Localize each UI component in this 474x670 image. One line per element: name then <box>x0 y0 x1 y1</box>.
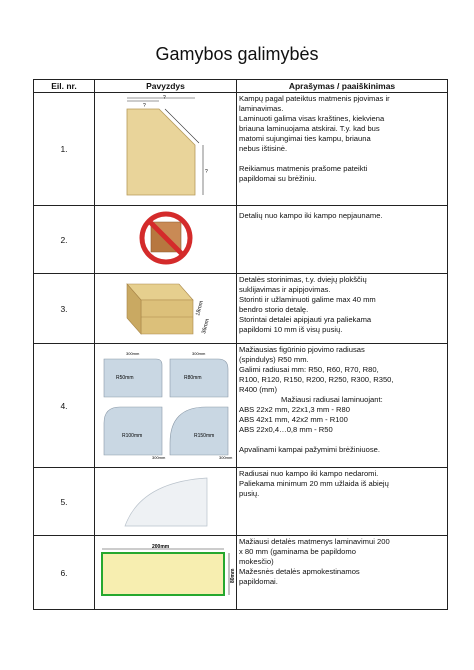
row-description <box>237 468 448 536</box>
table-row <box>34 93 448 206</box>
description-line: Apvalinami kampai pažymimi brėžiniuose. <box>239 445 380 454</box>
radius-illustration <box>96 347 236 465</box>
blank-line <box>239 154 445 164</box>
example-minimum-size <box>95 536 237 610</box>
header-example: Pavyzdys <box>95 80 237 93</box>
thickness-label: 36mm <box>200 317 211 335</box>
wood-board-shape <box>127 109 195 195</box>
radius-label: R50mm <box>115 374 134 381</box>
arc-shape <box>125 478 207 526</box>
radius-panel-r50 <box>104 351 162 397</box>
row-number: 3. <box>34 274 95 344</box>
row-description <box>237 274 448 344</box>
header-number: Eil. nr. <box>34 80 95 93</box>
description-line: Radiusai nuo kampo iki kampo nedaromi. <box>239 469 379 478</box>
description-line: Detalės storinimas, t.y. dviejų plokščių <box>239 275 367 284</box>
table-row <box>34 536 448 610</box>
row-number: 6. <box>34 536 95 610</box>
header-description: Aprašymas / paaiškinimas <box>237 80 448 93</box>
radius-panel-r100 <box>104 407 166 460</box>
row-number: 1. <box>34 93 95 206</box>
row-number: 5. <box>34 468 95 536</box>
forbidden-illustration <box>131 210 201 270</box>
description-line: Mažiausi detalės matmenys laminavimui 200 <box>239 537 390 546</box>
description-line: Storinti ir užlaminuoti galime max 40 mm <box>239 295 376 304</box>
thickness-label: 18mm <box>194 299 205 317</box>
description-line: Mažiausias figūrinio pjovimo radiusas <box>239 345 365 354</box>
dimension-label: 300mm <box>218 454 232 460</box>
dimension-label: 300mm <box>151 454 165 460</box>
description-line: R400 (mm) <box>239 385 277 394</box>
radius-label: R150mm <box>193 432 214 439</box>
table-header-row <box>34 80 448 93</box>
description-line: Detalių nuo kampo iki kampo nepjauname. <box>239 211 383 220</box>
dimension-label: 300mm <box>125 350 139 356</box>
blank-line <box>239 435 445 445</box>
description-line: ABS 22x2 mm, 22x1,3 mm - R80 <box>239 405 350 414</box>
example-radius-cutting <box>95 344 237 468</box>
description-line: Mažiausi radiusai laminuojant: <box>281 395 383 404</box>
row-number: 4. <box>34 344 95 468</box>
description-line: papildomai. <box>239 577 278 586</box>
description-line: ABS 42x1 mm, 42x2 mm - R100 <box>239 415 348 424</box>
description-line: suklijavimas ir apipjovimas. <box>239 285 331 294</box>
description-line: x 80 mm (gaminama be papildomo <box>239 547 356 556</box>
height-label: 80mm <box>229 568 236 583</box>
quarter-arc-illustration <box>111 472 221 532</box>
dimension-label: 300mm <box>191 350 205 356</box>
description-line: Mažesnės detalės apmokestinamos <box>239 567 360 576</box>
row-description <box>237 206 448 274</box>
row-description <box>237 93 448 206</box>
dimension-label: ? <box>142 103 146 109</box>
detail-rectangle <box>102 553 224 595</box>
description-line: pusių. <box>239 489 260 498</box>
description-line: R100, R120, R150, R200, R250, R300, R350, <box>239 375 394 384</box>
example-thickening <box>95 274 237 344</box>
table-row <box>34 468 448 536</box>
table-row <box>34 274 448 344</box>
example-no-corner-radius <box>95 468 237 536</box>
description-line: matomi sujungimai ties kampu, briauna <box>239 134 371 143</box>
row-description <box>237 344 448 468</box>
description-line: briauna laminuojama atskirai. T.y. kad bus <box>239 124 380 133</box>
radius-panel-r80 <box>170 351 228 397</box>
table-row <box>34 206 448 274</box>
dimension-label: ? <box>162 95 166 101</box>
description-line: Paliekama minimum 20 mm užlaida iš abiejų <box>239 479 389 488</box>
description-line: mokesčio) <box>239 557 274 566</box>
radius-label: R100mm <box>121 432 142 439</box>
description-line: Storintai detalei apipjauti yra paliekama <box>239 315 372 324</box>
description-line: Galimi radiusai mm: R50, R60, R70, R80, <box>239 365 379 374</box>
description-line: laminavimas. <box>239 104 284 113</box>
capabilities-table <box>33 79 448 610</box>
radius-panel-r150 <box>170 407 233 460</box>
row-description <box>237 536 448 610</box>
description-line: Laminuoti galima visas kraštines, kiekviena <box>239 114 385 123</box>
width-label: 200mm <box>151 543 169 550</box>
corner-cut-illustration <box>121 95 211 203</box>
description-line: papildomai su brėžiniu. <box>239 174 317 183</box>
table-row <box>34 344 448 468</box>
radius-label: R80mm <box>183 374 202 381</box>
minimum-size-illustration <box>96 543 236 603</box>
description-line: (spindulys) R50 mm. <box>239 355 309 364</box>
dimension-label: ? <box>204 169 208 175</box>
example-corner-cut <box>95 93 237 206</box>
row-number: 2. <box>34 206 95 274</box>
description-line: papildomi 10 mm iš visų pusių. <box>239 325 343 334</box>
description-line: Kampų pagal pateiktus matmenis pjovimas ir <box>239 94 390 103</box>
description-line: Reikiamus matmenis prašome pateikti <box>239 164 368 173</box>
example-no-corner-to-corner <box>95 206 237 274</box>
description-line: bendro storio detalę. <box>239 305 309 314</box>
thickened-board-illustration <box>123 278 209 340</box>
description-line: ABS 22x0,4…0,8 mm - R50 <box>239 425 333 434</box>
description-line: nebus ištisinė. <box>239 144 288 153</box>
page-title: Gamybos galimybės <box>155 44 319 64</box>
